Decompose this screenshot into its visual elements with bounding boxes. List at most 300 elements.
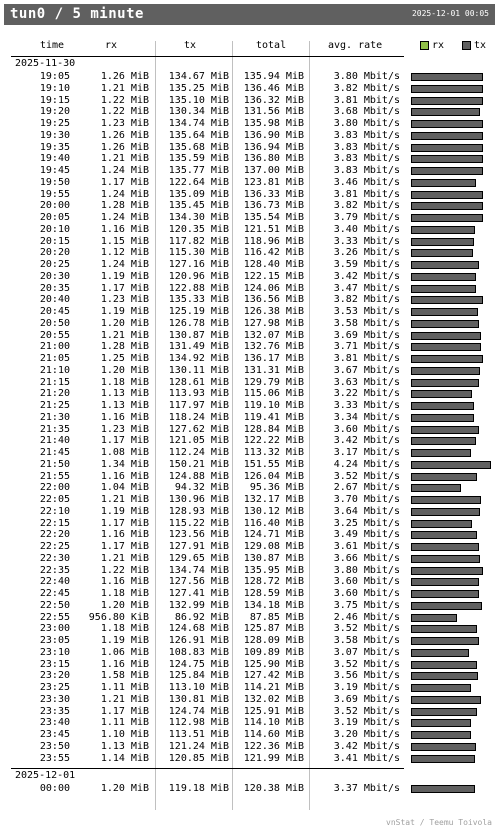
table-row xyxy=(0,471,500,483)
row-rx: 1.21 MiB xyxy=(100,82,149,94)
table-row xyxy=(0,400,500,412)
row-time: 19:55 xyxy=(39,188,70,200)
row-rx: 1.18 MiB xyxy=(100,623,149,635)
row-tx: 117.97 MiB xyxy=(168,400,229,411)
row-total: 128.72 MiB xyxy=(243,576,304,588)
row-time: 23:00 xyxy=(39,623,70,635)
row-tx: 112.24 MiB xyxy=(168,447,229,458)
row-total: 135.95 MiB xyxy=(243,564,304,576)
row-rx: 1.18 MiB xyxy=(100,588,149,599)
row-rx: 1.22 MiB xyxy=(100,94,149,106)
row-rx: 1.24 MiB xyxy=(100,188,149,200)
row-time: 22:50 xyxy=(39,599,70,611)
row-time: 22:45 xyxy=(39,588,70,599)
table-row xyxy=(0,482,500,494)
row-tx: 124.74 MiB xyxy=(168,705,229,717)
row-time: 20:40 xyxy=(39,294,70,306)
row-rx: 1.21 MiB xyxy=(100,153,149,165)
row-total: 131.31 MiB xyxy=(243,364,304,376)
rate-bar xyxy=(411,637,479,645)
row-total: 128.59 MiB xyxy=(243,588,304,599)
table-row xyxy=(0,706,500,718)
title-bar xyxy=(4,4,495,25)
rate-bar xyxy=(411,743,476,751)
row-time: 21:50 xyxy=(39,458,70,470)
row-total: 136.32 MiB xyxy=(243,94,304,106)
table-row xyxy=(0,95,500,107)
row-tx: 126.91 MiB xyxy=(168,635,229,646)
row-avg-rate: 3.42 Mbit/s xyxy=(333,270,400,282)
column-header-rx: rx xyxy=(105,40,118,51)
row-rx: 1.24 MiB xyxy=(100,165,149,176)
rate-bar xyxy=(411,108,480,116)
row-avg-rate: 2.46 Mbit/s xyxy=(333,611,400,623)
row-avg-rate: 3.82 Mbit/s xyxy=(333,294,400,306)
row-tx: 135.33 MiB xyxy=(168,294,229,306)
row-avg-rate: 3.20 Mbit/s xyxy=(333,729,400,740)
row-rx: 1.23 MiB xyxy=(100,423,149,435)
rate-bar xyxy=(411,785,475,793)
row-avg-rate: 3.80 Mbit/s xyxy=(333,71,400,82)
row-time: 20:45 xyxy=(39,306,70,317)
row-rx: 1.11 MiB xyxy=(100,682,149,693)
rate-bar xyxy=(411,320,479,328)
row-total: 131.56 MiB xyxy=(243,106,304,118)
row-total: 121.99 MiB xyxy=(243,752,304,764)
row-rx: 1.16 MiB xyxy=(100,470,149,482)
row-rx: 1.20 MiB xyxy=(100,317,149,329)
row-total: 114.21 MiB xyxy=(243,682,304,693)
row-time: 22:20 xyxy=(39,529,70,541)
row-avg-rate: 3.60 Mbit/s xyxy=(333,588,400,599)
rate-bar xyxy=(411,308,478,316)
row-avg-rate: 3.33 Mbit/s xyxy=(333,235,400,247)
row-avg-rate: 3.56 Mbit/s xyxy=(333,670,400,682)
rate-bar xyxy=(411,191,483,199)
row-tx: 132.99 MiB xyxy=(168,599,229,611)
rate-bar xyxy=(411,343,481,351)
row-rx: 1.18 MiB xyxy=(100,376,149,388)
legend-rx-label: rx xyxy=(432,40,445,51)
row-rx: 1.24 MiB xyxy=(100,212,149,223)
table-row xyxy=(0,635,500,647)
rate-bar xyxy=(411,285,476,293)
rate-bar xyxy=(411,226,475,234)
page-title: tun0 / 5 minute xyxy=(10,6,144,22)
table-row xyxy=(0,71,500,83)
row-avg-rate: 3.66 Mbit/s xyxy=(333,552,400,564)
row-total: 126.04 MiB xyxy=(243,470,304,482)
generated-timestamp: 2025-12-01 00:05 xyxy=(411,9,489,18)
table-row xyxy=(0,741,500,753)
row-total: 115.06 MiB xyxy=(243,388,304,400)
row-time: 19:25 xyxy=(39,118,70,129)
rate-bar xyxy=(411,367,480,375)
row-tx: 120.85 MiB xyxy=(168,752,229,764)
row-rx: 1.10 MiB xyxy=(100,729,149,740)
row-rx: 1.20 MiB xyxy=(100,599,149,611)
row-avg-rate: 3.80 Mbit/s xyxy=(333,564,400,576)
row-avg-rate: 3.68 Mbit/s xyxy=(333,106,400,118)
rate-bar xyxy=(411,414,474,422)
row-tx: 131.49 MiB xyxy=(168,341,229,353)
table-row xyxy=(0,353,500,365)
row-tx: 113.93 MiB xyxy=(168,388,229,400)
row-tx: 127.41 MiB xyxy=(168,588,229,599)
legend-rx xyxy=(420,40,444,51)
row-tx: 130.11 MiB xyxy=(168,364,229,376)
row-tx: 125.19 MiB xyxy=(168,306,229,317)
row-avg-rate: 3.37 Mbit/s xyxy=(333,783,400,795)
rate-bar xyxy=(411,120,483,128)
row-avg-rate: 3.34 Mbit/s xyxy=(333,411,400,423)
column-header-total: total xyxy=(256,40,287,51)
row-avg-rate: 3.69 Mbit/s xyxy=(333,329,400,341)
row-tx: 113.10 MiB xyxy=(168,682,229,693)
row-total: 118.96 MiB xyxy=(243,235,304,247)
rate-bar xyxy=(411,355,483,363)
row-avg-rate: 3.22 Mbit/s xyxy=(333,388,400,400)
row-tx: 135.68 MiB xyxy=(168,141,229,153)
row-total: 114.10 MiB xyxy=(243,717,304,729)
row-time: 21:10 xyxy=(39,364,70,376)
row-avg-rate: 3.83 Mbit/s xyxy=(333,153,400,165)
row-avg-rate: 3.80 Mbit/s xyxy=(333,118,400,129)
rate-bar xyxy=(411,625,477,633)
row-tx: 119.18 MiB xyxy=(168,783,229,795)
row-rx: 1.19 MiB xyxy=(100,635,149,646)
rate-bar xyxy=(411,461,491,469)
rate-bar xyxy=(411,144,483,152)
section-divider xyxy=(11,768,404,769)
table-row xyxy=(0,165,500,177)
rate-bar xyxy=(411,520,472,528)
row-avg-rate: 3.71 Mbit/s xyxy=(333,341,400,353)
table-row xyxy=(0,459,500,471)
row-total: 136.56 MiB xyxy=(243,294,304,306)
row-tx: 134.92 MiB xyxy=(168,353,229,364)
row-avg-rate: 3.53 Mbit/s xyxy=(333,306,400,317)
rate-bar xyxy=(411,719,471,727)
row-avg-rate: 3.81 Mbit/s xyxy=(333,188,400,200)
table-row xyxy=(0,259,500,271)
row-total: 130.12 MiB xyxy=(243,505,304,517)
row-time: 21:55 xyxy=(39,470,70,482)
row-avg-rate: 3.52 Mbit/s xyxy=(333,658,400,670)
row-time: 22:10 xyxy=(39,505,70,517)
rate-bar xyxy=(411,249,473,257)
row-rx: 1.16 MiB xyxy=(100,411,149,423)
row-tx: 130.81 MiB xyxy=(168,693,229,705)
row-total: 132.07 MiB xyxy=(243,329,304,341)
row-tx: 135.25 MiB xyxy=(168,82,229,94)
row-time: 00:00 xyxy=(39,783,70,795)
row-rx: 1.23 MiB xyxy=(100,118,149,129)
row-total: 114.60 MiB xyxy=(243,729,304,740)
rate-bar xyxy=(411,437,476,445)
row-total: 151.55 MiB xyxy=(243,458,304,470)
row-total: 136.17 MiB xyxy=(243,353,304,364)
row-total: 128.09 MiB xyxy=(243,635,304,646)
rate-bar xyxy=(411,602,482,610)
row-tx: 127.56 MiB xyxy=(168,576,229,588)
table-row xyxy=(0,588,500,600)
row-time: 20:15 xyxy=(39,235,70,247)
row-tx: 124.68 MiB xyxy=(168,623,229,635)
row-tx: 120.35 MiB xyxy=(168,223,229,235)
table-row xyxy=(0,306,500,318)
table-row xyxy=(0,318,500,330)
row-tx: 115.30 MiB xyxy=(168,247,229,259)
row-total: 119.41 MiB xyxy=(243,411,304,423)
table-row xyxy=(0,412,500,424)
row-avg-rate: 3.69 Mbit/s xyxy=(333,693,400,705)
rate-bar xyxy=(411,484,461,492)
row-avg-rate: 3.67 Mbit/s xyxy=(333,364,400,376)
row-tx: 115.22 MiB xyxy=(168,517,229,529)
row-time: 22:30 xyxy=(39,552,70,564)
row-time: 22:00 xyxy=(39,482,70,494)
rate-bar xyxy=(411,402,474,410)
row-total: 127.42 MiB xyxy=(243,670,304,682)
row-time: 20:25 xyxy=(39,259,70,270)
row-rx: 1.58 MiB xyxy=(100,670,149,682)
legend-tx xyxy=(462,40,486,51)
row-avg-rate: 3.40 Mbit/s xyxy=(333,223,400,235)
row-avg-rate: 3.83 Mbit/s xyxy=(333,141,400,153)
row-time: 22:15 xyxy=(39,517,70,529)
table-row xyxy=(0,623,500,635)
row-total: 95.36 MiB xyxy=(249,482,304,494)
row-tx: 135.59 MiB xyxy=(168,153,229,165)
row-avg-rate: 3.70 Mbit/s xyxy=(333,494,400,505)
row-rx: 1.13 MiB xyxy=(100,740,149,752)
row-time: 21:15 xyxy=(39,376,70,388)
rate-bar xyxy=(411,332,481,340)
row-rx: 1.22 MiB xyxy=(100,106,149,118)
table-row xyxy=(0,694,500,706)
table-row xyxy=(0,506,500,518)
table-row xyxy=(0,565,500,577)
row-time: 23:05 xyxy=(39,635,70,646)
rate-bar xyxy=(411,296,483,304)
table-row xyxy=(0,271,500,283)
row-total: 121.51 MiB xyxy=(243,223,304,235)
row-total: 127.98 MiB xyxy=(243,317,304,329)
tx-color-swatch xyxy=(462,41,471,50)
row-avg-rate: 3.81 Mbit/s xyxy=(333,94,400,106)
table-row xyxy=(0,83,500,95)
column-header-time: time xyxy=(40,40,65,51)
table-row xyxy=(0,212,500,224)
row-time: 19:10 xyxy=(39,82,70,94)
row-total: 122.15 MiB xyxy=(243,270,304,282)
rate-bar xyxy=(411,496,481,504)
row-rx: 1.20 MiB xyxy=(100,364,149,376)
row-total: 125.91 MiB xyxy=(243,705,304,717)
table-row xyxy=(0,753,500,765)
row-tx: 130.96 MiB xyxy=(168,494,229,505)
row-rx: 1.21 MiB xyxy=(100,494,149,505)
row-total: 109.89 MiB xyxy=(243,646,304,658)
row-tx: 134.67 MiB xyxy=(168,71,229,82)
table-row xyxy=(0,576,500,588)
row-rx: 1.19 MiB xyxy=(100,505,149,517)
row-tx: 128.61 MiB xyxy=(168,376,229,388)
row-tx: 108.83 MiB xyxy=(168,646,229,658)
table-row xyxy=(0,659,500,671)
row-rx: 1.28 MiB xyxy=(100,200,149,212)
rate-bar xyxy=(411,508,480,516)
row-avg-rate: 3.26 Mbit/s xyxy=(333,247,400,259)
row-rx: 1.11 MiB xyxy=(100,717,149,729)
row-total: 122.36 MiB xyxy=(243,740,304,752)
row-avg-rate: 3.83 Mbit/s xyxy=(333,129,400,141)
row-rx: 1.16 MiB xyxy=(100,658,149,670)
row-avg-rate: 3.83 Mbit/s xyxy=(333,165,400,176)
row-time: 22:40 xyxy=(39,576,70,588)
row-tx: 134.74 MiB xyxy=(168,118,229,129)
row-tx: 127.91 MiB xyxy=(168,541,229,552)
legend-tx-label: tx xyxy=(474,40,487,51)
row-avg-rate: 3.17 Mbit/s xyxy=(333,447,400,458)
row-time: 20:00 xyxy=(39,200,70,212)
table-row xyxy=(0,106,500,118)
rate-bar xyxy=(411,531,477,539)
table-row xyxy=(0,283,500,295)
row-avg-rate: 3.52 Mbit/s xyxy=(333,623,400,635)
row-time: 21:35 xyxy=(39,423,70,435)
rate-bar xyxy=(411,590,479,598)
row-total: 124.06 MiB xyxy=(243,282,304,294)
row-time: 21:20 xyxy=(39,388,70,400)
row-avg-rate: 3.82 Mbit/s xyxy=(333,82,400,94)
row-rx: 1.16 MiB xyxy=(100,529,149,541)
table-row xyxy=(0,435,500,447)
row-time: 23:50 xyxy=(39,740,70,752)
row-time: 23:45 xyxy=(39,729,70,740)
section-divider xyxy=(11,56,404,57)
row-avg-rate: 3.47 Mbit/s xyxy=(333,282,400,294)
row-tx: 112.98 MiB xyxy=(168,717,229,729)
row-tx: 120.96 MiB xyxy=(168,270,229,282)
table-row xyxy=(0,541,500,553)
row-time: 21:30 xyxy=(39,411,70,423)
rate-bar xyxy=(411,155,483,163)
row-time: 22:55 xyxy=(39,611,70,623)
row-time: 21:05 xyxy=(39,353,70,364)
table-row xyxy=(0,717,500,729)
section-date: 2025-11-30 xyxy=(15,58,76,69)
row-avg-rate: 4.24 Mbit/s xyxy=(333,458,400,470)
row-time: 23:55 xyxy=(39,752,70,764)
table-row xyxy=(0,553,500,565)
row-avg-rate: 3.58 Mbit/s xyxy=(333,317,400,329)
row-rx: 1.26 MiB xyxy=(100,141,149,153)
row-total: 135.94 MiB xyxy=(243,71,304,82)
row-time: 19:20 xyxy=(39,106,70,118)
row-total: 123.81 MiB xyxy=(243,176,304,188)
row-avg-rate: 3.61 Mbit/s xyxy=(333,541,400,552)
row-time: 22:05 xyxy=(39,494,70,505)
table-row xyxy=(0,518,500,530)
row-avg-rate: 3.42 Mbit/s xyxy=(333,740,400,752)
row-tx: 126.78 MiB xyxy=(168,317,229,329)
row-total: 136.80 MiB xyxy=(243,153,304,165)
row-total: 87.85 MiB xyxy=(249,611,304,623)
table-row xyxy=(0,447,500,459)
row-total: 125.87 MiB xyxy=(243,623,304,635)
row-tx: 128.93 MiB xyxy=(168,505,229,517)
row-time: 19:50 xyxy=(39,176,70,188)
table-row xyxy=(0,424,500,436)
table-row xyxy=(0,612,500,624)
rate-bar xyxy=(411,167,483,175)
row-time: 21:25 xyxy=(39,400,70,411)
row-avg-rate: 3.49 Mbit/s xyxy=(333,529,400,541)
row-rx: 1.28 MiB xyxy=(100,341,149,353)
rate-bar xyxy=(411,132,483,140)
row-tx: 94.32 MiB xyxy=(174,482,229,494)
row-avg-rate: 3.52 Mbit/s xyxy=(333,705,400,717)
row-total: 128.40 MiB xyxy=(243,259,304,270)
row-rx: 1.13 MiB xyxy=(100,400,149,411)
row-time: 19:35 xyxy=(39,141,70,153)
row-rx: 1.17 MiB xyxy=(100,705,149,717)
row-total: 119.10 MiB xyxy=(243,400,304,411)
row-tx: 135.64 MiB xyxy=(168,129,229,141)
row-avg-rate: 3.41 Mbit/s xyxy=(333,752,400,764)
row-avg-rate: 3.63 Mbit/s xyxy=(333,376,400,388)
rate-bar xyxy=(411,97,483,105)
table-row xyxy=(0,294,500,306)
row-tx: 122.88 MiB xyxy=(168,282,229,294)
row-avg-rate: 2.67 Mbit/s xyxy=(333,482,400,494)
row-avg-rate: 3.42 Mbit/s xyxy=(333,435,400,447)
rate-bar xyxy=(411,755,475,763)
row-total: 128.84 MiB xyxy=(243,423,304,435)
row-time: 19:45 xyxy=(39,165,70,176)
rate-bar xyxy=(411,614,457,622)
rate-bar xyxy=(411,379,479,387)
row-time: 20:05 xyxy=(39,212,70,223)
row-tx: 130.34 MiB xyxy=(168,106,229,118)
row-tx: 150.21 MiB xyxy=(168,458,229,470)
rx-color-swatch xyxy=(420,41,429,50)
row-total: 132.02 MiB xyxy=(243,693,304,705)
row-tx: 134.74 MiB xyxy=(168,564,229,576)
row-tx: 117.82 MiB xyxy=(168,235,229,247)
row-avg-rate: 3.60 Mbit/s xyxy=(333,576,400,588)
row-rx: 1.19 MiB xyxy=(100,270,149,282)
row-tx: 127.62 MiB xyxy=(168,423,229,435)
section-date: 2025-12-01 xyxy=(15,770,76,782)
table-row xyxy=(0,494,500,506)
table-row xyxy=(0,200,500,212)
rate-bar xyxy=(411,179,476,187)
rate-bar xyxy=(411,273,476,281)
row-time: 19:05 xyxy=(39,71,70,82)
rate-bar xyxy=(411,426,479,434)
row-time: 21:45 xyxy=(39,447,70,458)
rate-bar xyxy=(411,731,471,739)
row-tx: 130.87 MiB xyxy=(168,329,229,341)
table-row xyxy=(0,647,500,659)
column-header-avg-rate: avg. rate xyxy=(328,40,383,51)
row-rx: 1.21 MiB xyxy=(100,329,149,341)
row-total: 136.73 MiB xyxy=(243,200,304,212)
rate-bar xyxy=(411,73,483,81)
